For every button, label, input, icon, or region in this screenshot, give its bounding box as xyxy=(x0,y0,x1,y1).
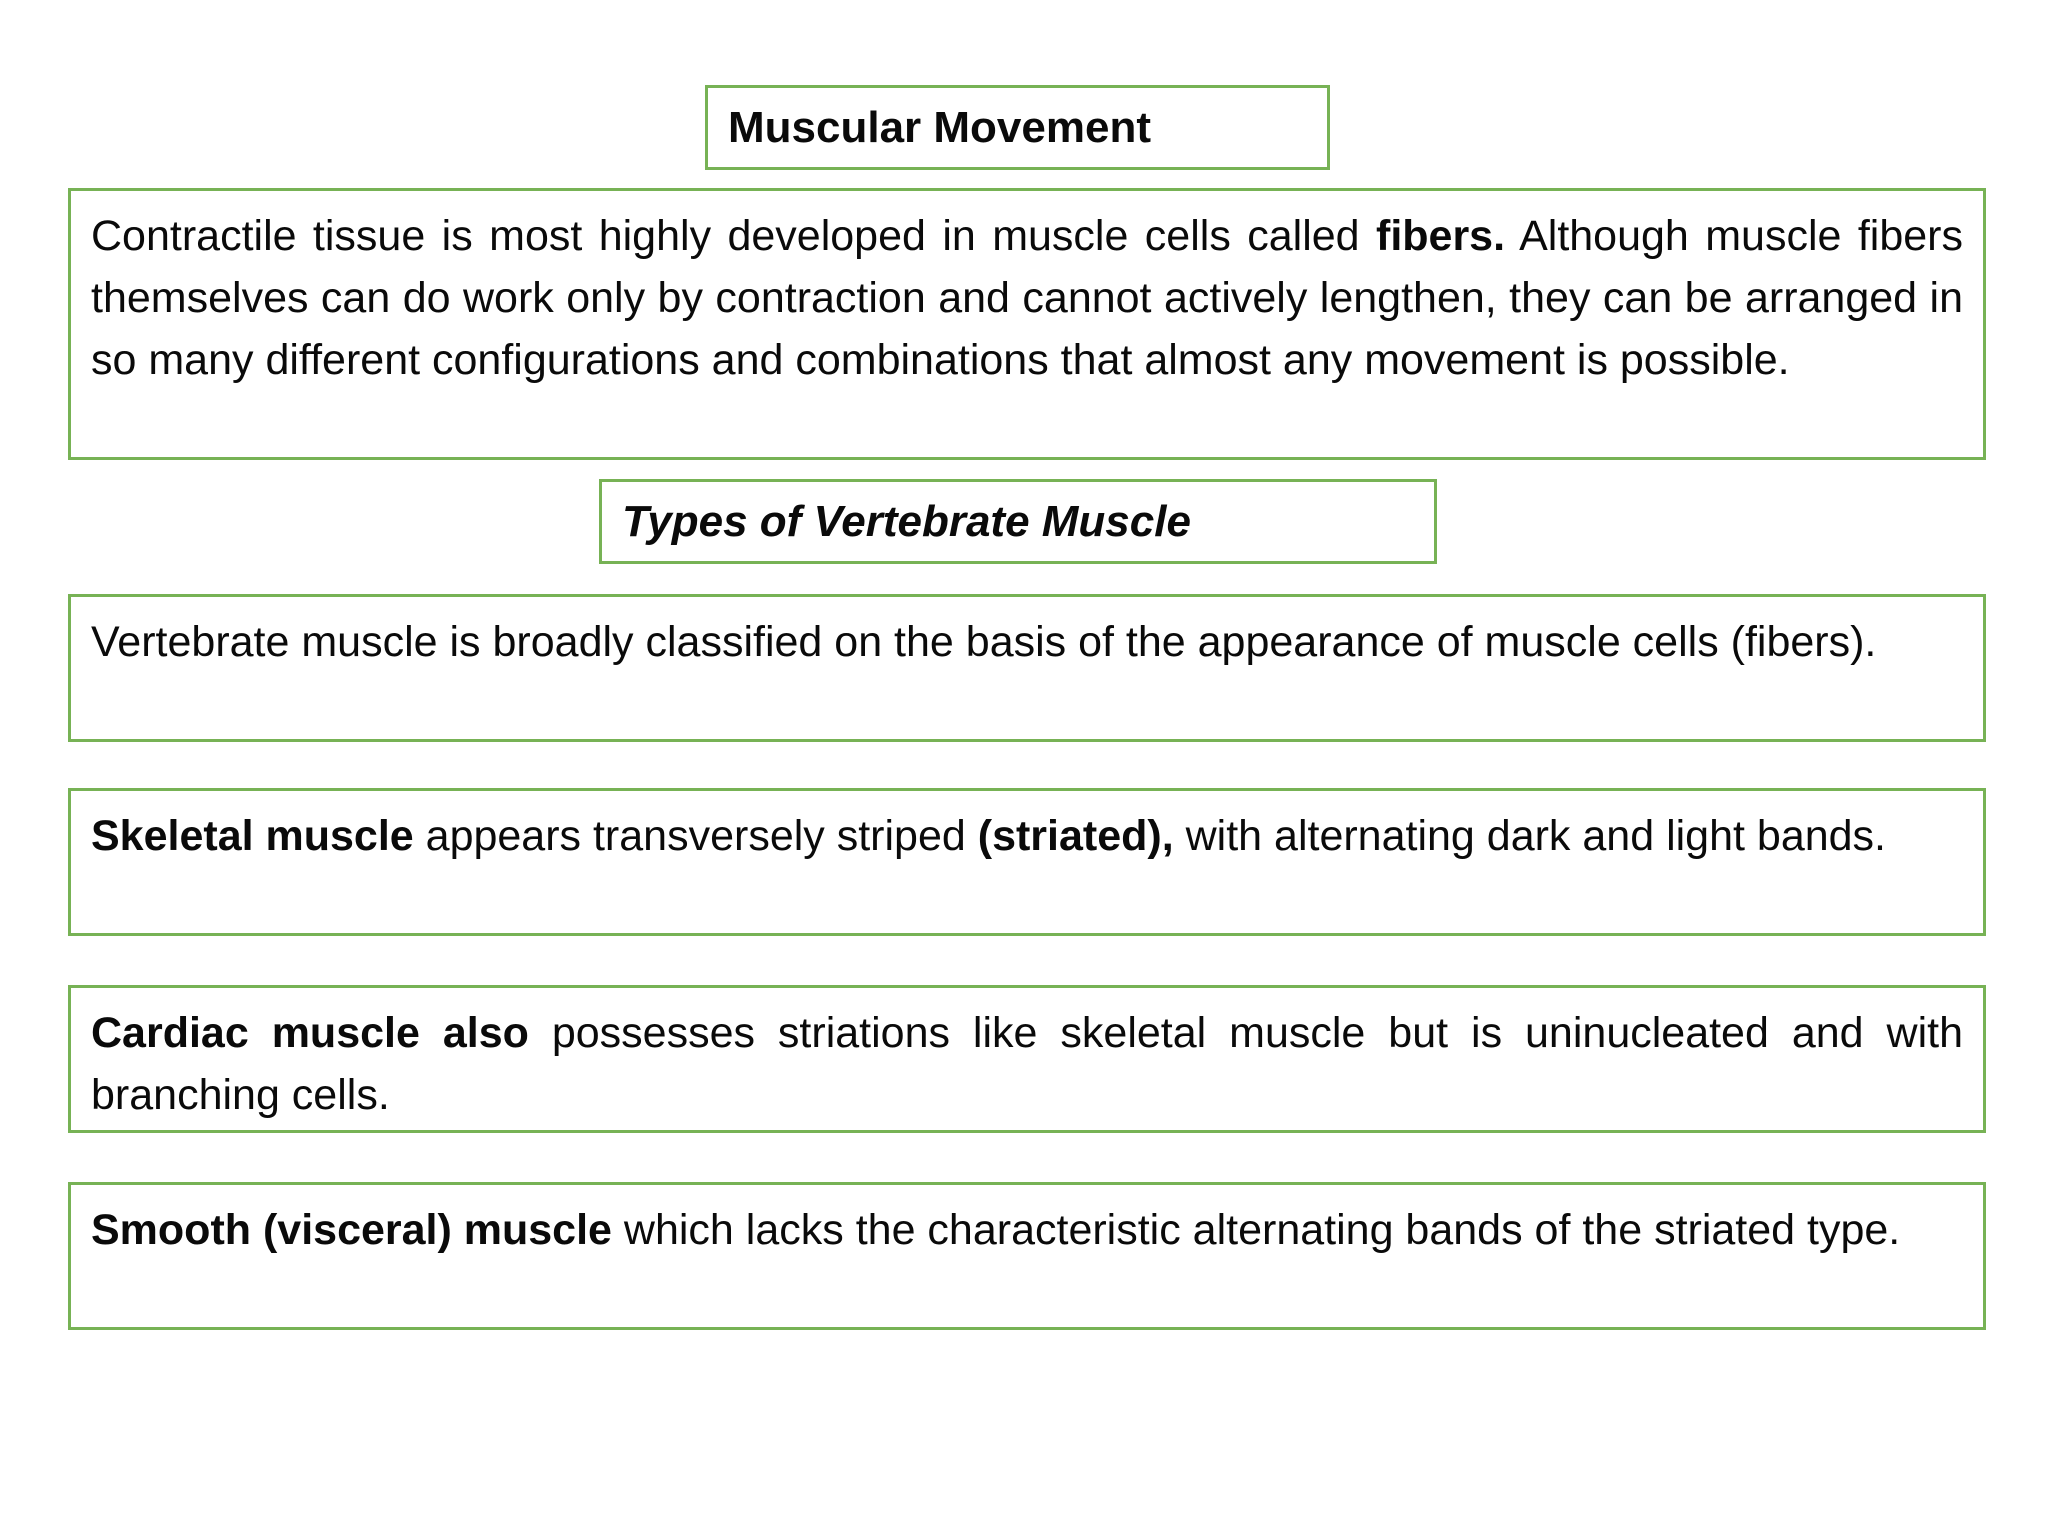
paragraph-box-cardiac-muscle xyxy=(68,985,1986,1133)
paragraph-vertebrate-classification: Vertebrate muscle is broadly classified on the basis of the appearance of muscle cells (fibers). xyxy=(91,618,1877,666)
bold-term-skeletal-muscle: Skeletal muscle xyxy=(91,812,414,860)
paragraph-box-contractile-tissue xyxy=(68,188,1986,460)
paragraph-text: possesses striations like skeletal muscle but is uninucleated and with branching cells. xyxy=(91,1009,1963,1119)
paragraph-text: with alternating dark and light bands. xyxy=(1173,812,1887,860)
paragraph-box-smooth-muscle xyxy=(68,1182,1986,1330)
paragraph-text: Although muscle fibers themselves can do work only by contraction and cannot actively lengthen, they can be arranged in so many different configurations and combinations that almost any movement is possible. xyxy=(91,212,1963,384)
paragraph-text: which lacks the characteristic alternating bands of the striated type. xyxy=(611,1206,1901,1254)
paragraph-box-skeletal-muscle xyxy=(68,788,1986,936)
paragraph-text: Contractile tissue is most highly developed in muscle cells called xyxy=(91,212,1376,260)
paragraph-box-vertebrate-classification xyxy=(68,594,1986,742)
bold-term-cardiac-muscle: Cardiac muscle also xyxy=(91,1009,529,1057)
paragraph-text: appears transversely striped xyxy=(413,812,978,860)
bold-term-fibers: fibers. xyxy=(1376,212,1506,260)
section-title-muscular-movement: Muscular Movement xyxy=(728,102,1151,152)
bold-term-striated: (striated), xyxy=(977,812,1174,860)
bold-term-smooth-muscle: Smooth (visceral) muscle xyxy=(91,1206,612,1254)
title-box-muscular-movement xyxy=(705,85,1330,170)
paragraph-skeletal-muscle xyxy=(91,805,1963,867)
paragraph-contractile-tissue xyxy=(91,205,1963,391)
paragraph-cardiac-muscle xyxy=(91,1002,1963,1126)
title-box-types-of-vertebrate-muscle xyxy=(599,479,1437,564)
section-title-types-of-vertebrate-muscle: Types of Vertebrate Muscle xyxy=(622,496,1191,546)
paragraph-smooth-muscle xyxy=(91,1199,1963,1261)
